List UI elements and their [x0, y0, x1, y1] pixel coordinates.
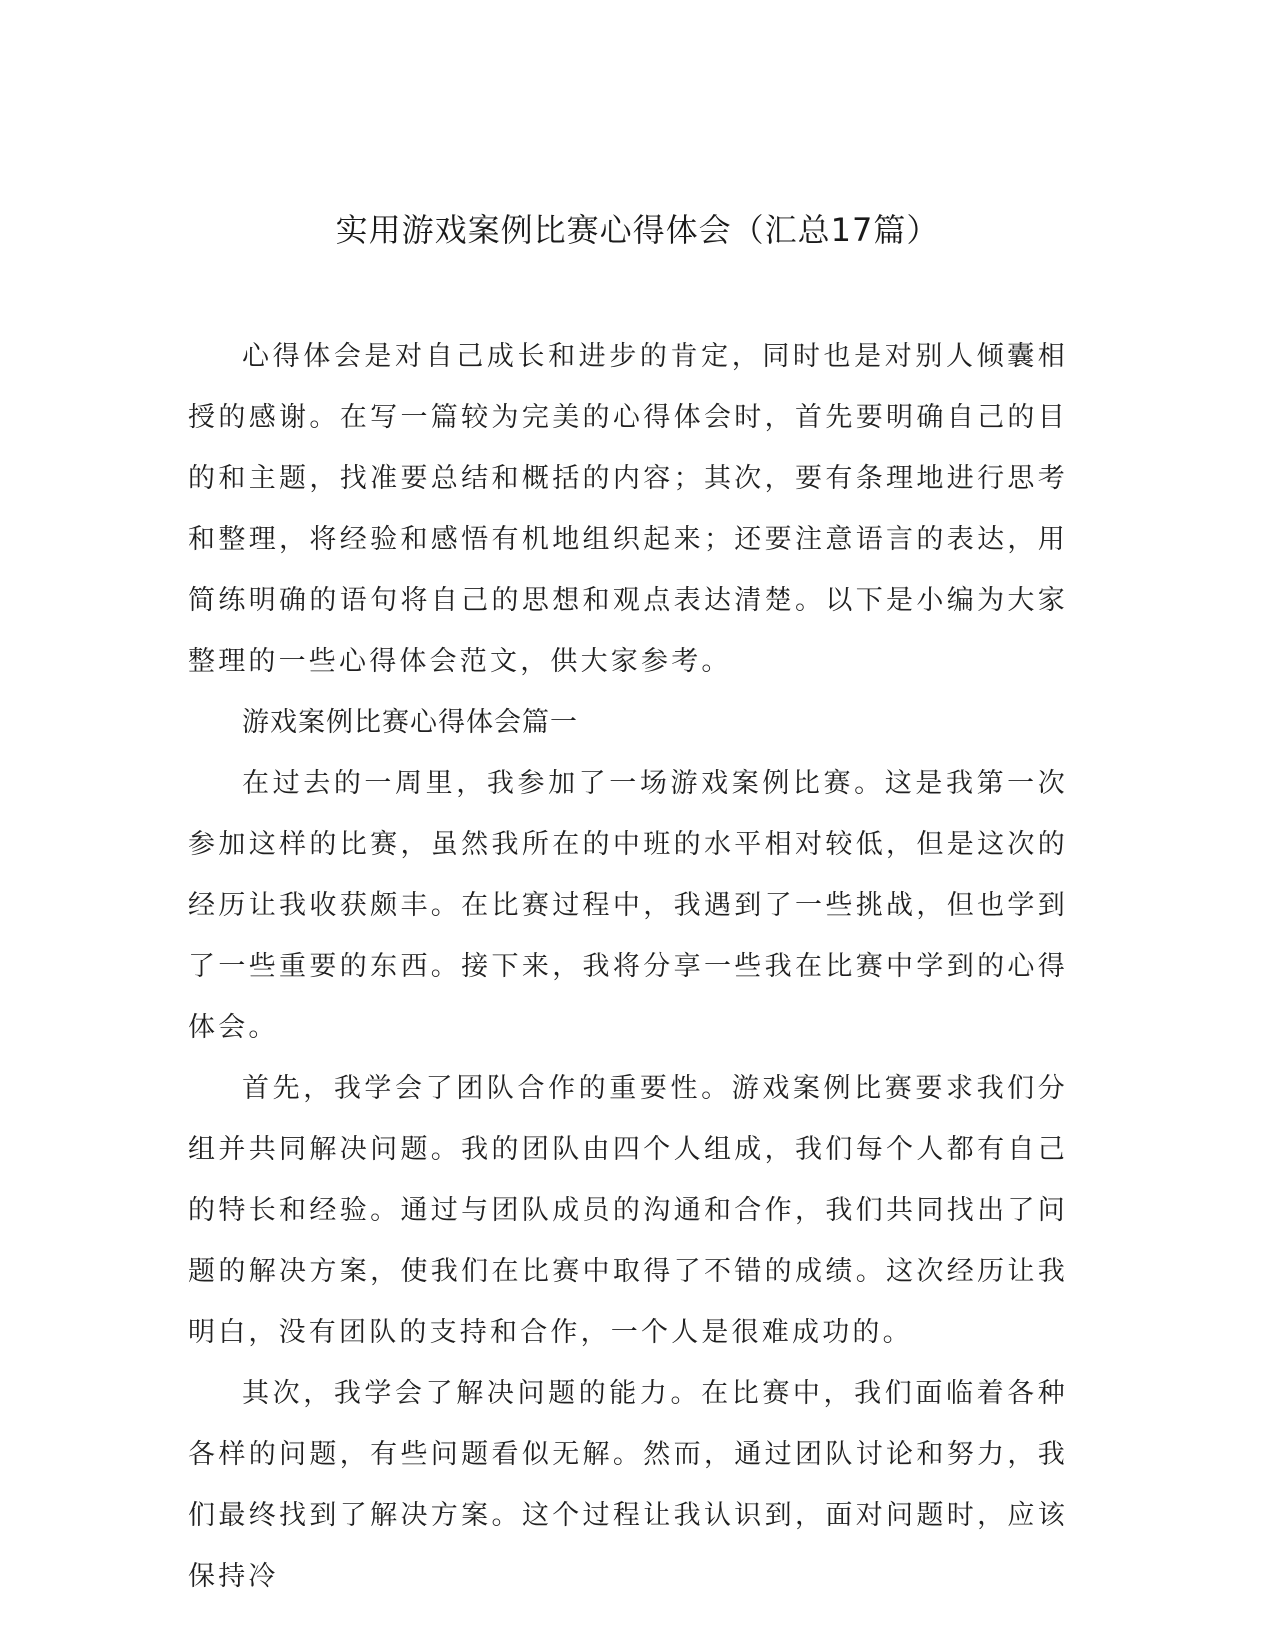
body-paragraph-1: 在过去的一周里，我参加了一场游戏案例比赛。这是我第一次参加这样的比赛，虽然我所在的中班的水平相对较低，但是这次的经历让我收获颇丰。在比赛过程中，我遇到了一些挑战，但也学到了一些重要的东西。接下来，我将分享一些我在比赛中学到的心得体会。	[188, 768, 1068, 1043]
body-paragraph-2: 首先，我学会了团队合作的重要性。游戏案例比赛要求我们分组并共同解决问题。我的团队由四个人组成，我们每个人都有自己的特长和经验。通过与团队成员的沟通和合作，我们共同找出了问题的解决方案，使我们在比赛中取得了不错的成绩。这次经历让我明白，没有团队的支持和合作，一个人是很难成功的。	[188, 1073, 1068, 1348]
document-title: 实用游戏案例比赛心得体会（汇总17篇）	[335, 211, 940, 249]
document-body	[188, 326, 1068, 1607]
intro-paragraph: 心得体会是对自己成长和进步的肯定，同时也是对别人倾囊相授的感谢。在写一篇较为完美的心得体会时，首先要明确自己的目的和主题，找准要总结和概括的内容；其次，要有条理地进行思考和整理，将经验和感悟有机地组织起来；还要注意语言的表达，用简练明确的语句将自己的思想和观点表达清楚。以下是小编为大家整理的一些心得体会范文，供大家参考。	[188, 341, 1068, 677]
body-paragraph-3: 其次，我学会了解决问题的能力。在比赛中，我们面临着各种各样的问题，有些问题看似无解。然而，通过团队讨论和努力，我们最终找到了解决方案。这个过程让我认识到，面对问题时，应该保持冷	[188, 1378, 1068, 1592]
section-heading: 游戏案例比赛心得体会篇一	[242, 707, 578, 738]
